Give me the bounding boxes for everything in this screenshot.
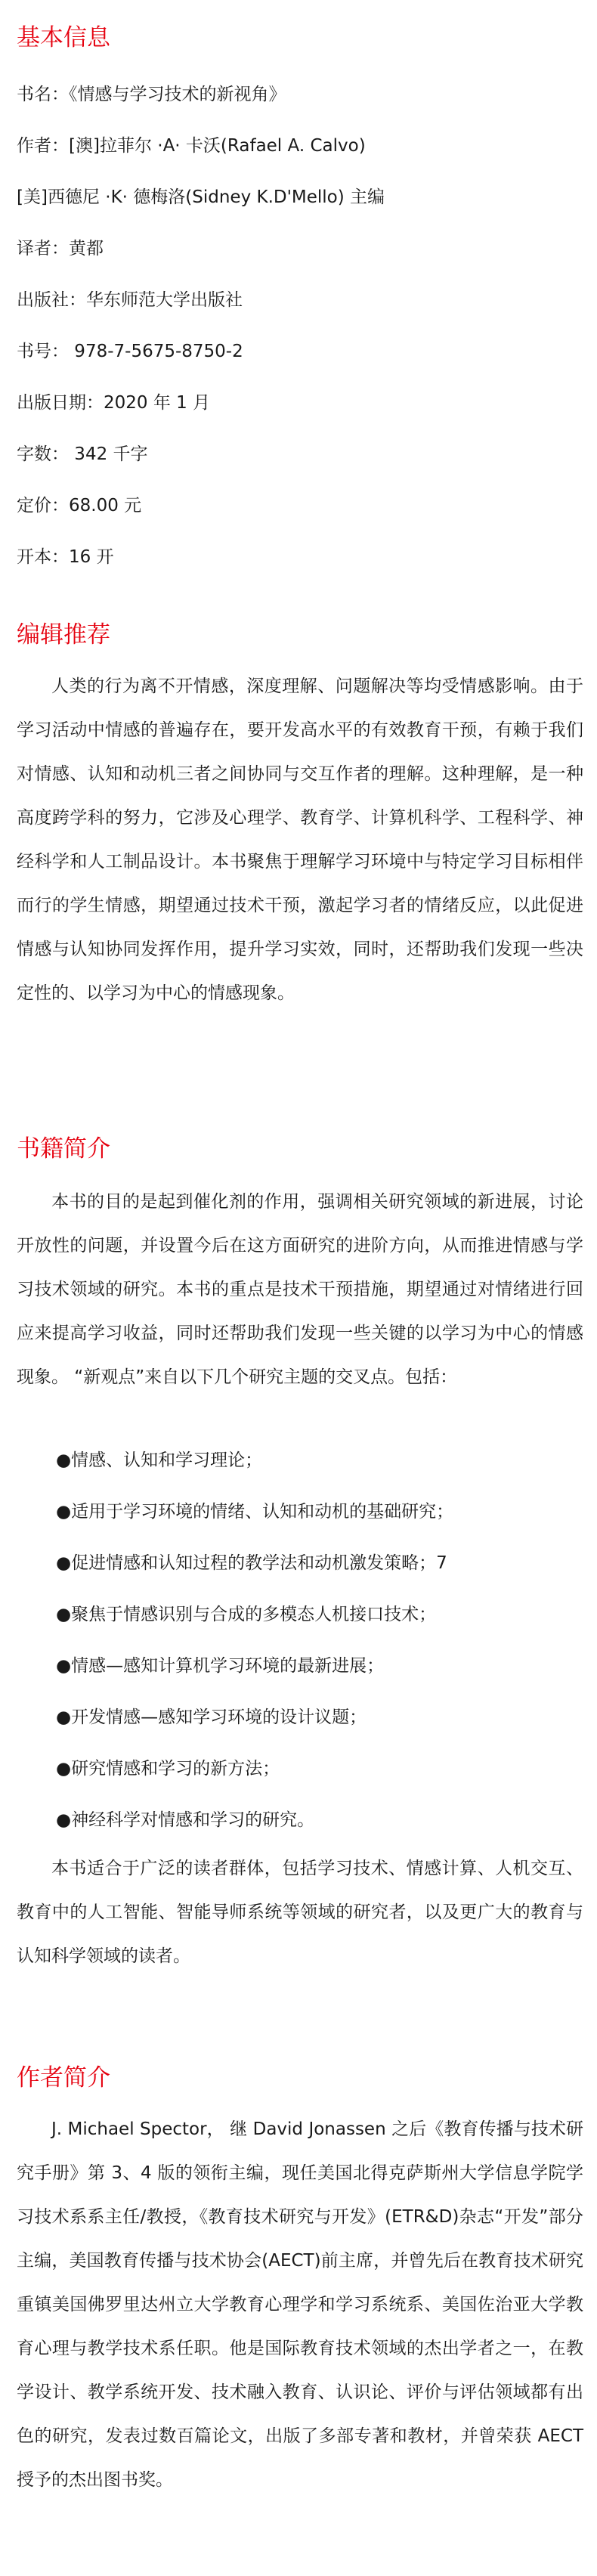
info-format: 开本：16 开	[17, 547, 114, 567]
intro-bullet-item: ●聚焦于情感识别与合成的多模态人机接口技术；	[56, 1605, 437, 1624]
info-word-count: 字数： 342 千字	[17, 444, 148, 464]
intro-bullet-item: ●情感—感知计算机学习环境的最新进展；	[56, 1656, 385, 1676]
intro-bullet-item: ●促进情感和认知过程的教学法和动机激发策略；7	[56, 1553, 447, 1573]
intro-bullet-item: ●开发情感—感知学习环境的设计议题；	[56, 1708, 367, 1727]
section-title-basic-info: 基本信息	[17, 24, 110, 51]
info-coauthor: [美]西德尼 ·K· 德梅洛(Sidney K.D'Mello) 主编	[17, 187, 385, 207]
info-book-title: 书名：《情感与学习技术的新视角》	[17, 85, 286, 104]
intro-bullet-item: ●适用于学习环境的情绪、认知和动机的基础研究；	[56, 1502, 454, 1522]
section-title-book-intro: 书籍简介	[17, 1135, 110, 1163]
info-author: 作者：[澳]拉菲尔 ·A· 卡沃(Rafael A. Calvo)	[17, 136, 366, 156]
info-price: 定价：68.00 元	[17, 496, 142, 516]
section-title-author-intro: 作者简介	[17, 2064, 110, 2091]
book-intro-paragraph: 本书的目的是起到催化剂的作用，强调相关研究领域的新进展，讨论开放性的问题，并设置今后在这方面研究的进阶方向，从而推进情感与学习技术领域的研究。本书的重点是技术干预措施，期望通过对情绪进行回应来提高学习收益，同时还帮助我们发现一些关键的以学习为中心的情感现象。 “新观点”来自以下几个研究主题的交叉点。包括：	[17, 1192, 583, 1387]
info-publisher: 出版社：华东师范大学出版社	[17, 290, 243, 310]
intro-bullet-item: ●情感、认知和学习理论；	[56, 1451, 263, 1470]
author-intro-paragraph: J. Michael Spector， 继 David Jonassen 之后《教育传播与技术研究手册》第 3、4 版的领衔主编，现任美国北得克萨斯州大学信息学院学习技术系系主任/教授，《教育技术研究与开发》(ETR&D)杂志“开发”部分主编，美国教育传播与技术协会(AECT)前主席，并曾先后在教育技术研究重镇美国佛罗里达州立大学教育心理学和学习系统系、美国佐治亚大学教育心理与教学技术系任职。他是国际教育技术领域的杰出学者之一，在教学设计、教学系统开发、技术融入教育、认识论、评价与评估领域都有出色的研究，发表过数百篇论文，出版了多部专著和教材，并曾荣获 AECT 授予的杰出图书奖。	[17, 2119, 584, 2490]
intro-bullet-item: ●神经科学对情感和学习的研究。	[56, 1810, 315, 1830]
info-publish-date: 出版日期：2020 年 1 月	[17, 393, 211, 413]
intro-bullet-item: ●研究情感和学习的新方法；	[56, 1759, 280, 1779]
book-intro-audience-paragraph: 本书适合于广泛的读者群体，包括学习技术、情感计算、人机交互、教育中的人工智能、智能导师系统等领域的研究者，以及更广大的教育与认知科学领域的读者。	[17, 1859, 583, 1966]
info-translator: 译者：黄都	[17, 239, 104, 259]
info-isbn: 书号： 978-7-5675-8750-2	[17, 342, 243, 361]
editor-recommendation-paragraph: 人类的行为离不开情感，深度理解、问题解决等均受情感影响。由于学习活动中情感的普遍存在，要开发高水平的有效教育干预，有赖于我们对情感、认知和动机三者之间协同与交互作者的理解。这种理解，是一种高度跨学科的努力，它涉及心理学、教育学、计算机科学、工程科学、神经科学和人工制品设计。本书聚焦于理解学习环境中与特定学习目标相伴而行的学生情感，期望通过技术干预，激起学习者的情绪反应，以此促进情感与认知协同发挥作用，提升学习实效，同时，还帮助我们发现一些决定性的、以学习为中心的情感现象。	[17, 677, 583, 1003]
section-title-editor-recommendation: 编辑推荐	[17, 621, 110, 649]
